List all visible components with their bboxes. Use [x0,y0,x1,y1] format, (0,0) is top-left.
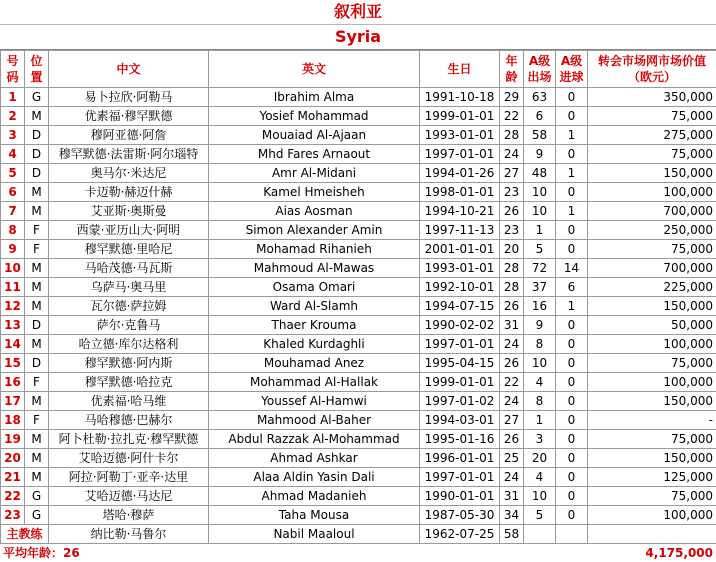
player-english-name: Osama Omari [209,278,420,297]
player-caps: 5 [524,240,556,259]
header-position: 位置 [25,51,49,88]
player-birthdate: 1999-01-01 [420,107,500,126]
player-market-value: 350,000 [588,88,716,107]
player-market-value: 50,000 [588,316,716,335]
player-age: 27 [500,411,524,430]
player-goals: 0 [556,392,588,411]
coach-chinese-name: 纳比勒·马鲁尔 [49,525,209,544]
header-caps: A级出场 [524,51,556,88]
player-market-value: 75,000 [588,240,716,259]
player-chinese-name: 瓦尔德·萨拉姆 [49,297,209,316]
player-caps: 10 [524,354,556,373]
player-english-name: Mohammad Al-Hallak [209,373,420,392]
header-chinese-name: 中文 [49,51,209,88]
player-position: M [25,449,49,468]
table-row [1,126,716,145]
player-position: M [25,468,49,487]
table-footer [0,544,716,562]
table-row [1,183,716,202]
table-row [1,202,716,221]
player-market-value: 150,000 [588,164,716,183]
player-goals: 0 [556,145,588,164]
player-caps: 58 [524,126,556,145]
player-number: 2 [1,107,25,126]
player-birthdate: 1995-01-16 [420,430,500,449]
player-goals: 0 [556,411,588,430]
player-caps: 9 [524,316,556,335]
header-market-value: 转会市场网市场价值（欧元） [588,51,716,88]
player-number: 4 [1,145,25,164]
total-market-value: 4,175,000 [645,544,713,562]
player-chinese-name: 穆罕默德·阿内斯 [49,354,209,373]
player-chinese-name: 阿卜杜勒·拉扎克·穆罕默德 [49,430,209,449]
player-birthdate: 1990-02-02 [420,316,500,335]
player-age: 23 [500,221,524,240]
player-caps: 5 [524,506,556,525]
player-birthdate: 1994-07-15 [420,297,500,316]
table-row [1,411,716,430]
player-birthdate: 1997-11-13 [420,221,500,240]
player-chinese-name: 哈立德·库尔达格利 [49,335,209,354]
player-number: 1 [1,88,25,107]
player-goals: 0 [556,430,588,449]
player-age: 26 [500,297,524,316]
player-birthdate: 1995-04-15 [420,354,500,373]
player-market-value: 100,000 [588,335,716,354]
player-market-value: 150,000 [588,392,716,411]
header-birthdate: 生日 [420,51,500,88]
player-birthdate: 1999-01-01 [420,373,500,392]
player-number: 5 [1,164,25,183]
player-age: 25 [500,449,524,468]
player-english-name: Mouaiad Al-Ajaan [209,126,420,145]
empty-cell [524,525,556,544]
player-birthdate: 1997-01-02 [420,392,500,411]
player-english-name: Mouhamad Anez [209,354,420,373]
player-birthdate: 2001-01-01 [420,240,500,259]
player-position: D [25,126,49,145]
player-position: F [25,411,49,430]
player-goals: 0 [556,240,588,259]
player-age: 28 [500,126,524,145]
player-caps: 10 [524,183,556,202]
player-position: M [25,335,49,354]
player-number: 14 [1,335,25,354]
player-chinese-name: 易卜拉欣·阿勒马 [49,88,209,107]
player-goals: 0 [556,354,588,373]
player-caps: 4 [524,373,556,392]
player-number: 13 [1,316,25,335]
player-goals: 0 [556,107,588,126]
player-position: M [25,430,49,449]
player-position: M [25,392,49,411]
player-english-name: Alaa Aldin Yasin Dali [209,468,420,487]
player-chinese-name: 马哈茂德·马瓦斯 [49,259,209,278]
player-age: 27 [500,164,524,183]
player-caps: 3 [524,430,556,449]
player-position: D [25,164,49,183]
player-number: 19 [1,430,25,449]
player-age: 23 [500,183,524,202]
player-market-value: 100,000 [588,183,716,202]
player-market-value: 75,000 [588,354,716,373]
player-market-value: 75,000 [588,145,716,164]
player-goals: 6 [556,278,588,297]
player-number: 16 [1,373,25,392]
player-goals: 0 [556,373,588,392]
player-market-value: 700,000 [588,202,716,221]
player-chinese-name: 穆罕默德·法雷斯·阿尔瑙特 [49,145,209,164]
player-goals: 0 [556,221,588,240]
player-number: 23 [1,506,25,525]
player-number: 7 [1,202,25,221]
table-row [1,259,716,278]
page-title: 叙利亚 [0,0,716,25]
player-caps: 16 [524,297,556,316]
player-caps: 1 [524,221,556,240]
player-caps: 37 [524,278,556,297]
player-caps: 48 [524,164,556,183]
coach-age: 58 [500,525,524,544]
table-row [1,88,716,107]
player-goals: 0 [556,506,588,525]
player-goals: 0 [556,183,588,202]
player-english-name: Ahmad Madanieh [209,487,420,506]
player-english-name: Ahmad Ashkar [209,449,420,468]
player-chinese-name: 萨尔·克鲁马 [49,316,209,335]
player-caps: 20 [524,449,556,468]
player-position: F [25,373,49,392]
header-row [1,51,716,88]
player-number: 21 [1,468,25,487]
player-birthdate: 1997-01-01 [420,335,500,354]
player-caps: 9 [524,145,556,164]
player-caps: 10 [524,487,556,506]
player-birthdate: 1993-01-01 [420,126,500,145]
table-row [1,506,716,525]
player-market-value: 100,000 [588,373,716,392]
player-english-name: Yosief Mohammad [209,107,420,126]
player-goals: 1 [556,202,588,221]
player-age: 28 [500,278,524,297]
table-row [1,297,716,316]
player-goals: 1 [556,126,588,145]
player-number: 22 [1,487,25,506]
player-age: 26 [500,354,524,373]
player-market-value: 700,000 [588,259,716,278]
player-english-name: Aias Aosman [209,202,420,221]
table-row [1,164,716,183]
player-position: M [25,183,49,202]
player-age: 31 [500,487,524,506]
table-row [1,221,716,240]
player-number: 6 [1,183,25,202]
player-market-value: 225,000 [588,278,716,297]
player-caps: 4 [524,468,556,487]
page-subtitle: Syria [0,25,716,50]
empty-cell [588,525,716,544]
player-chinese-name: 艾哈迈德·阿什卡尔 [49,449,209,468]
player-birthdate: 1998-01-01 [420,183,500,202]
player-market-value: 125,000 [588,468,716,487]
coach-english-name: Nabil Maaloul [209,525,420,544]
player-number: 12 [1,297,25,316]
player-chinese-name: 优素福·穆罕默德 [49,107,209,126]
table-row [1,430,716,449]
squad-table [0,50,716,544]
player-position: G [25,487,49,506]
player-goals: 0 [556,468,588,487]
player-age: 24 [500,335,524,354]
table-row [1,316,716,335]
table-row [1,468,716,487]
player-birthdate: 1994-03-01 [420,411,500,430]
player-number: 11 [1,278,25,297]
player-market-value: 75,000 [588,487,716,506]
player-position: F [25,221,49,240]
coach-birthdate: 1962-07-25 [420,525,500,544]
player-birthdate: 1993-01-01 [420,259,500,278]
player-english-name: Amr Al-Midani [209,164,420,183]
player-position: G [25,506,49,525]
player-birthdate: 1990-01-01 [420,487,500,506]
player-market-value: 75,000 [588,107,716,126]
player-number: 17 [1,392,25,411]
player-market-value: 150,000 [588,297,716,316]
player-number: 10 [1,259,25,278]
player-chinese-name: 塔哈·穆萨 [49,506,209,525]
table-row [1,392,716,411]
player-goals: 14 [556,259,588,278]
header-age: 年龄 [500,51,524,88]
player-market-value: 250,000 [588,221,716,240]
player-market-value: 100,000 [588,506,716,525]
player-english-name: Mhd Fares Arnaout [209,145,420,164]
player-english-name: Ibrahim Alma [209,88,420,107]
player-chinese-name: 西蒙·亚历山大·阿明 [49,221,209,240]
player-number: 3 [1,126,25,145]
player-age: 31 [500,316,524,335]
table-row [1,487,716,506]
player-birthdate: 1996-01-01 [420,449,500,468]
player-chinese-name: 优素福·哈马维 [49,392,209,411]
player-chinese-name: 阿拉·阿勒丁·亚辛·达里 [49,468,209,487]
player-age: 26 [500,202,524,221]
player-position: D [25,354,49,373]
player-caps: 1 [524,411,556,430]
table-row [1,145,716,164]
player-age: 22 [500,373,524,392]
player-age: 24 [500,145,524,164]
table-row [1,278,716,297]
player-birthdate: 1997-01-01 [420,468,500,487]
header-english-name: 英文 [209,51,420,88]
player-age: 26 [500,430,524,449]
player-english-name: Kamel Hmeisheh [209,183,420,202]
player-age: 22 [500,107,524,126]
player-market-value: 150,000 [588,449,716,468]
player-chinese-name: 马哈穆德·巴赫尔 [49,411,209,430]
player-goals: 0 [556,449,588,468]
player-birthdate: 1992-10-01 [420,278,500,297]
player-english-name: Khaled Kurdaghli [209,335,420,354]
player-age: 28 [500,259,524,278]
table-row [1,335,716,354]
empty-cell [556,525,588,544]
header-number: 号码 [1,51,25,88]
player-caps: 72 [524,259,556,278]
player-chinese-name: 奥马尔·米达尼 [49,164,209,183]
player-caps: 63 [524,88,556,107]
player-market-value: 275,000 [588,126,716,145]
player-english-name: Ward Al-Slamh [209,297,420,316]
player-caps: 8 [524,392,556,411]
player-birthdate: 1987-05-30 [420,506,500,525]
player-chinese-name: 穆罕默德·哈拉克 [49,373,209,392]
player-goals: 0 [556,316,588,335]
player-caps: 6 [524,107,556,126]
player-birthdate: 1997-01-01 [420,145,500,164]
player-number: 20 [1,449,25,468]
player-market-value: - [588,411,716,430]
player-chinese-name: 乌萨马·奥马里 [49,278,209,297]
player-chinese-name: 穆罕默德·里哈尼 [49,240,209,259]
player-number: 9 [1,240,25,259]
player-chinese-name: 艾亚斯·奥斯曼 [49,202,209,221]
player-position: G [25,88,49,107]
player-goals: 0 [556,335,588,354]
player-english-name: Youssef Al-Hamwi [209,392,420,411]
player-goals: 0 [556,487,588,506]
player-goals: 1 [556,297,588,316]
player-age: 24 [500,468,524,487]
player-chinese-name: 艾哈迈德·马达尼 [49,487,209,506]
player-english-name: Taha Mousa [209,506,420,525]
player-age: 24 [500,392,524,411]
player-position: D [25,145,49,164]
player-age: 20 [500,240,524,259]
player-number: 15 [1,354,25,373]
player-birthdate: 1991-10-18 [420,88,500,107]
player-birthdate: 1994-01-26 [420,164,500,183]
player-position: M [25,297,49,316]
player-position: D [25,316,49,335]
player-position: M [25,202,49,221]
player-english-name: Thaer Krouma [209,316,420,335]
player-english-name: Mahmood Al-Baher [209,411,420,430]
player-position: M [25,259,49,278]
player-chinese-name: 穆阿亚德·阿詹 [49,126,209,145]
coach-label: 主教练 [1,525,49,544]
player-position: M [25,107,49,126]
player-english-name: Mohamad Rihanieh [209,240,420,259]
table-row [1,373,716,392]
header-goals: A级进球 [556,51,588,88]
player-english-name: Abdul Razzak Al-Mohammad [209,430,420,449]
table-row [1,354,716,373]
player-goals: 0 [556,88,588,107]
player-chinese-name: 卡迈勒·赫迈什赫 [49,183,209,202]
player-market-value: 75,000 [588,430,716,449]
table-row [1,449,716,468]
player-caps: 8 [524,335,556,354]
player-age: 29 [500,88,524,107]
table-row [1,240,716,259]
player-number: 8 [1,221,25,240]
player-caps: 10 [524,202,556,221]
table-row [1,107,716,126]
player-number: 18 [1,411,25,430]
player-position: F [25,240,49,259]
average-age: 平均年龄：26 [3,544,80,562]
player-birthdate: 1994-10-21 [420,202,500,221]
coach-row [1,525,716,544]
player-goals: 1 [556,164,588,183]
player-english-name: Mahmoud Al-Mawas [209,259,420,278]
player-position: M [25,278,49,297]
player-english-name: Simon Alexander Amin [209,221,420,240]
player-age: 34 [500,506,524,525]
